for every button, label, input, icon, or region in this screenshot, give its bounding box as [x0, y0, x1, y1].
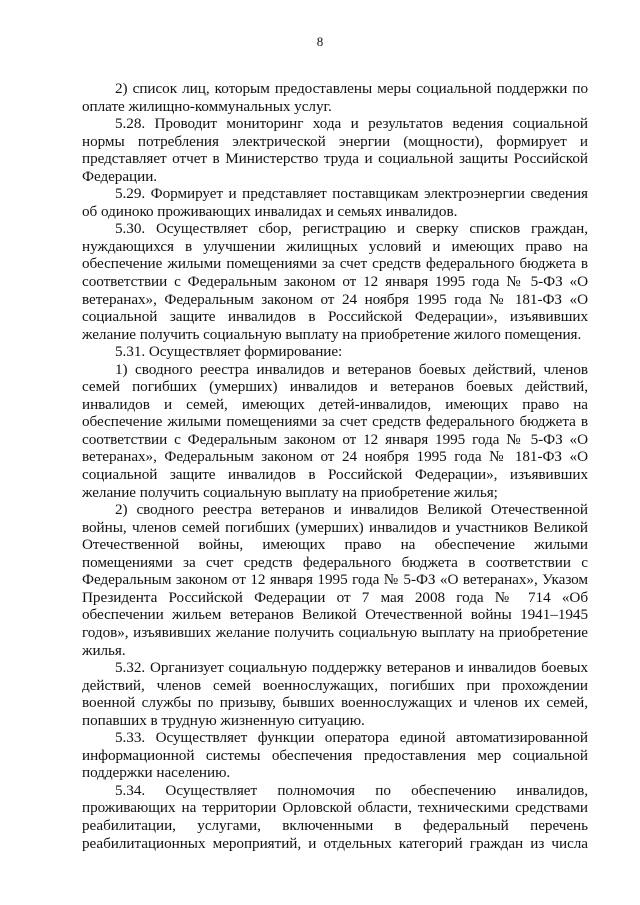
paragraph-5-29: 5.29. Формирует и представляет поставщикам электроэнергии сведения об одиноко проживающих инвалидах и семьях инвалидов. [82, 185, 588, 220]
paragraph-5-31-item-1: 1) сводного реестра инвалидов и ветеранов боевых действий, членов семей погибших (умерших) инвалидов и ветеранов боевых действий, инвалидов и семей, имеющих детей-инвалидов, имеющих право на обеспечение жилыми помещениями за счет средств федерального бюджета в соответствии с Федеральным законом от 12 января 1995 года № 5-ФЗ «О ветеранах», Федеральным законом от 24 ноября 1995 года № 181-ФЗ «О социальной защите инвалидов в Российской Федерации», изъявивших желание получить социальную выплату на приобретение жилья; [82, 360, 588, 501]
paragraph-list-item-2: 2) список лиц, которым предоставлены меры социальной поддержки по оплате жилищно-коммунальных услуг. [82, 80, 588, 115]
document-body [82, 80, 588, 852]
paragraph-5-30: 5.30. Осуществляет сбор, регистрацию и сверку списков граждан, нуждающихся в улучшении жилищных условий и имеющих право на обеспечение жилыми помещениями за счет средств федерального бюджета в соответствии с Федеральным законом от 12 января 1995 года № 5-ФЗ «О ветеранах», Федеральным законом от 24 ноября 1995 года № 181-ФЗ «О социальной защите инвалидов в Российской Федерации», изъявивших желание получить социальную выплату на приобретение жилого помещения. [82, 220, 588, 343]
paragraph-5-32: 5.32. Организует социальную поддержку ветеранов и инвалидов боевых действий, членов семей военнослужащих, погибших при прохождении военной службы по призыву, бывших военнослужащих и членов их семей, попавших в трудную жизненную ситуацию. [82, 659, 588, 729]
paragraph-5-31: 5.31. Осуществляет формирование: [115, 343, 343, 361]
paragraph-5-31-item-2: 2) сводного реестра ветеранов и инвалидов Великой Отечественной войны, членов семей погибших (умерших) инвалидов и участников Великой Отечественной войны, имеющих право на обеспечение жилыми помещениями за счет средств федерального бюджета в соответствии с Федеральным законом от 12 января 1995 года № 5-ФЗ «О ветеранах», Указом Президента Российской Федерации от 7 мая 2008 года № 714 «Об обеспечении жильем ветеранов Великой Отечественной войны 1941–1945 годов», изъявивших желание получить социальную выплату на приобретение жилья. [82, 501, 588, 659]
paragraph-5-33: 5.33. Осуществляет функции оператора единой автоматизированной информационной системы обеспечения предоставления мер социальной поддержки населению. [82, 729, 588, 782]
paragraph-5-28: 5.28. Проводит мониторинг хода и результатов ведения социальной нормы потребления электрической энергии (мощности), формирует и представляет отчет в Министерство труда и социальной защиты Российской Федерации. [82, 115, 588, 185]
paragraph-5-34: 5.34. Осуществляет полномочия по обеспечению инвалидов, проживающих на территории Орловской области, техническими средствами реабилитации, услугами, включенными в федеральный перечень реабилитационных мероприятий, и отдельных категорий граждан из числа [82, 781, 588, 852]
page-number: 8 [316, 34, 324, 49]
